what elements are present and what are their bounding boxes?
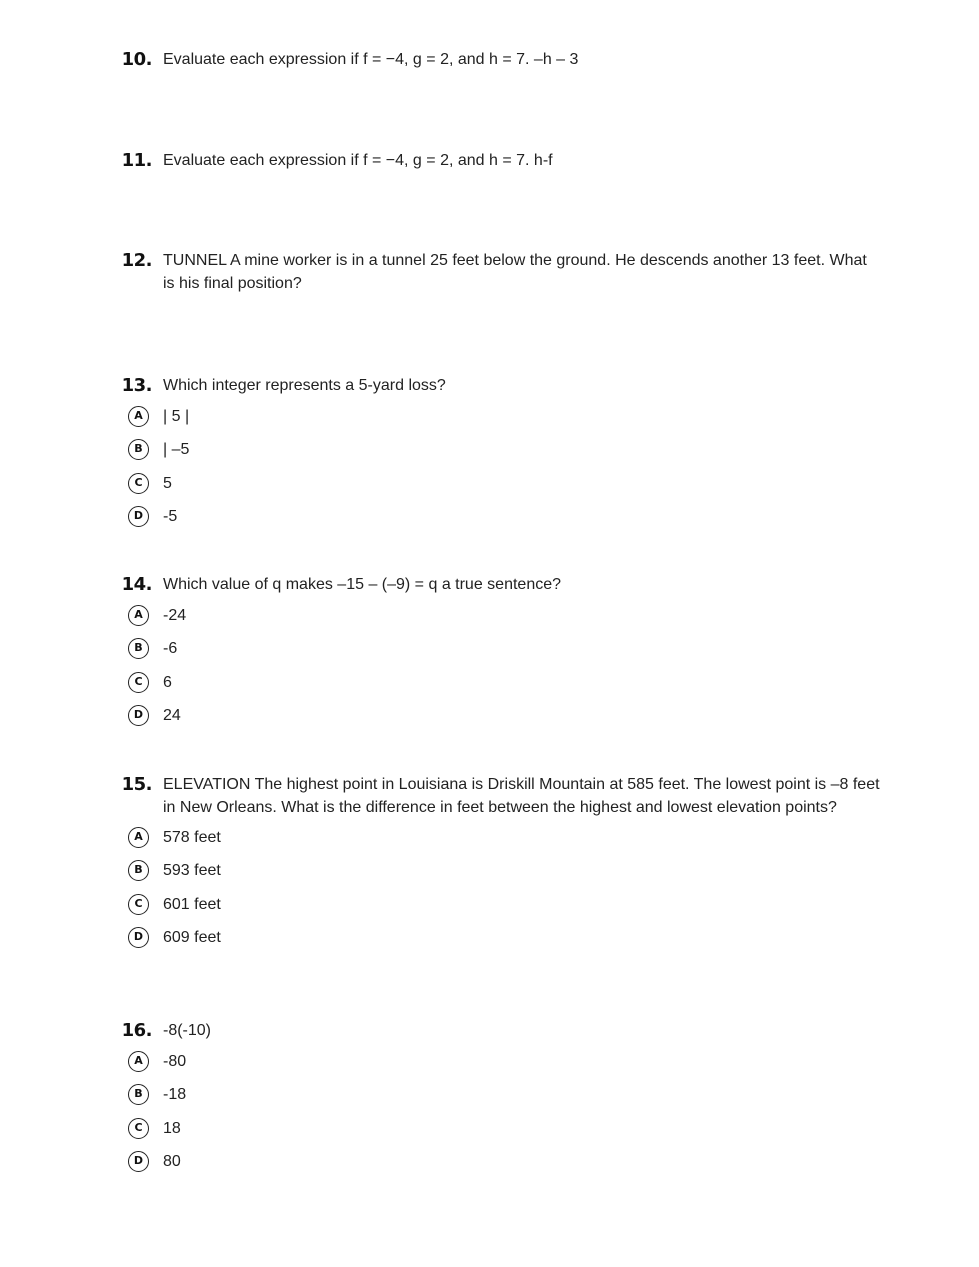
question-13: [120, 374, 880, 539]
choice-b[interactable]: [120, 860, 880, 893]
question-number: 11.: [121, 150, 152, 171]
choice-a-bubble[interactable]: A: [128, 406, 149, 427]
choice-a-bubble[interactable]: A: [128, 1051, 149, 1072]
question-stem: [120, 249, 880, 295]
choice-d-bubble[interactable]: D: [128, 705, 149, 726]
answer-choices: [120, 406, 880, 539]
choice-b[interactable]: [120, 439, 880, 472]
choice-a-text: -24: [163, 607, 187, 624]
question-16: [120, 1019, 880, 1184]
choice-d[interactable]: [120, 927, 880, 960]
choice-c-bubble[interactable]: C: [128, 473, 149, 494]
choice-c[interactable]: [120, 672, 880, 705]
choice-b-bubble[interactable]: B: [128, 439, 149, 460]
question-11: [120, 149, 880, 173]
choice-b-text: | –5: [163, 441, 190, 459]
choice-b-bubble[interactable]: B: [128, 860, 149, 881]
choice-a[interactable]: [120, 406, 880, 439]
question-text: ELEVATION The highest point in Louisiana is Driskill Mountain at 585 feet. The lowest point is –8 feet in New Orleans. What is the difference in feet between the highest and lowest elevation points?: [163, 776, 880, 816]
question-stem: [120, 773, 880, 819]
choice-b-text: -18: [163, 1086, 187, 1104]
question-text: Which value of q makes –15 – (–9) = q a true sentence?: [163, 576, 562, 593]
choice-a[interactable]: [120, 605, 880, 638]
choice-a-text: | 5 |: [163, 408, 190, 425]
choice-a[interactable]: [120, 1051, 880, 1084]
choice-d-text: 24: [163, 706, 181, 724]
question-stem: [120, 573, 880, 597]
choice-d-text: -5: [163, 507, 178, 525]
question-number: 13.: [121, 375, 152, 396]
question-14: [120, 573, 880, 738]
answer-choices: [120, 1051, 880, 1184]
question-15: [120, 773, 880, 960]
choice-a-bubble[interactable]: A: [128, 605, 149, 626]
choice-d[interactable]: [120, 506, 880, 539]
choice-a-text: -80: [163, 1053, 187, 1070]
choice-b[interactable]: [120, 1084, 880, 1117]
question-10: [120, 48, 880, 72]
question-text: Evaluate each expression if f = −4, g = 2, and h = 7. –h – 3: [163, 51, 579, 68]
question-stem: [120, 149, 880, 173]
choice-d-text: 609 feet: [163, 928, 221, 946]
choice-c-text: 6: [163, 673, 172, 691]
question-text: -8(-10): [163, 1022, 212, 1039]
question-stem: [120, 1019, 880, 1043]
question-text: Which integer represents a 5-yard loss?: [163, 377, 446, 394]
choice-c[interactable]: [120, 473, 880, 506]
choice-a-bubble[interactable]: A: [128, 827, 149, 848]
choice-d-bubble[interactable]: D: [128, 927, 149, 948]
choice-c-bubble[interactable]: C: [128, 1118, 149, 1139]
choice-b-text: 593 feet: [163, 862, 221, 880]
choice-c[interactable]: [120, 894, 880, 927]
question-stem: [120, 374, 880, 398]
question-12: [120, 249, 880, 295]
question-number: 15.: [121, 774, 152, 795]
question-number: 12.: [121, 250, 152, 271]
choice-b-text: -6: [163, 640, 178, 658]
choice-b-bubble[interactable]: B: [128, 638, 149, 659]
choice-d-bubble[interactable]: D: [128, 506, 149, 527]
answer-choices: [120, 605, 880, 738]
choice-d-bubble[interactable]: D: [128, 1151, 149, 1172]
choice-d[interactable]: [120, 705, 880, 738]
choice-c-text: 5: [163, 474, 172, 492]
choice-c-text: 601 feet: [163, 895, 221, 913]
choice-c-bubble[interactable]: C: [128, 894, 149, 915]
choice-d-text: 80: [163, 1152, 181, 1170]
choice-a-text: 578 feet: [163, 829, 221, 846]
choice-c-bubble[interactable]: C: [128, 672, 149, 693]
choice-c-text: 18: [163, 1119, 181, 1137]
answer-choices: [120, 827, 880, 960]
choice-b-bubble[interactable]: B: [128, 1084, 149, 1105]
choice-d[interactable]: [120, 1151, 880, 1184]
choice-c[interactable]: [120, 1118, 880, 1151]
choice-a[interactable]: [120, 827, 880, 860]
question-stem: [120, 48, 880, 72]
question-text: Evaluate each expression if f = −4, g = 2, and h = 7. h-f: [163, 152, 553, 169]
question-number: 14.: [121, 574, 152, 595]
choice-b[interactable]: [120, 638, 880, 671]
question-number: 10.: [121, 49, 152, 70]
question-text: TUNNEL A mine worker is in a tunnel 25 feet below the ground. He descends another 13 feet. What is his final position?: [163, 252, 867, 292]
question-number: 16.: [121, 1020, 152, 1041]
